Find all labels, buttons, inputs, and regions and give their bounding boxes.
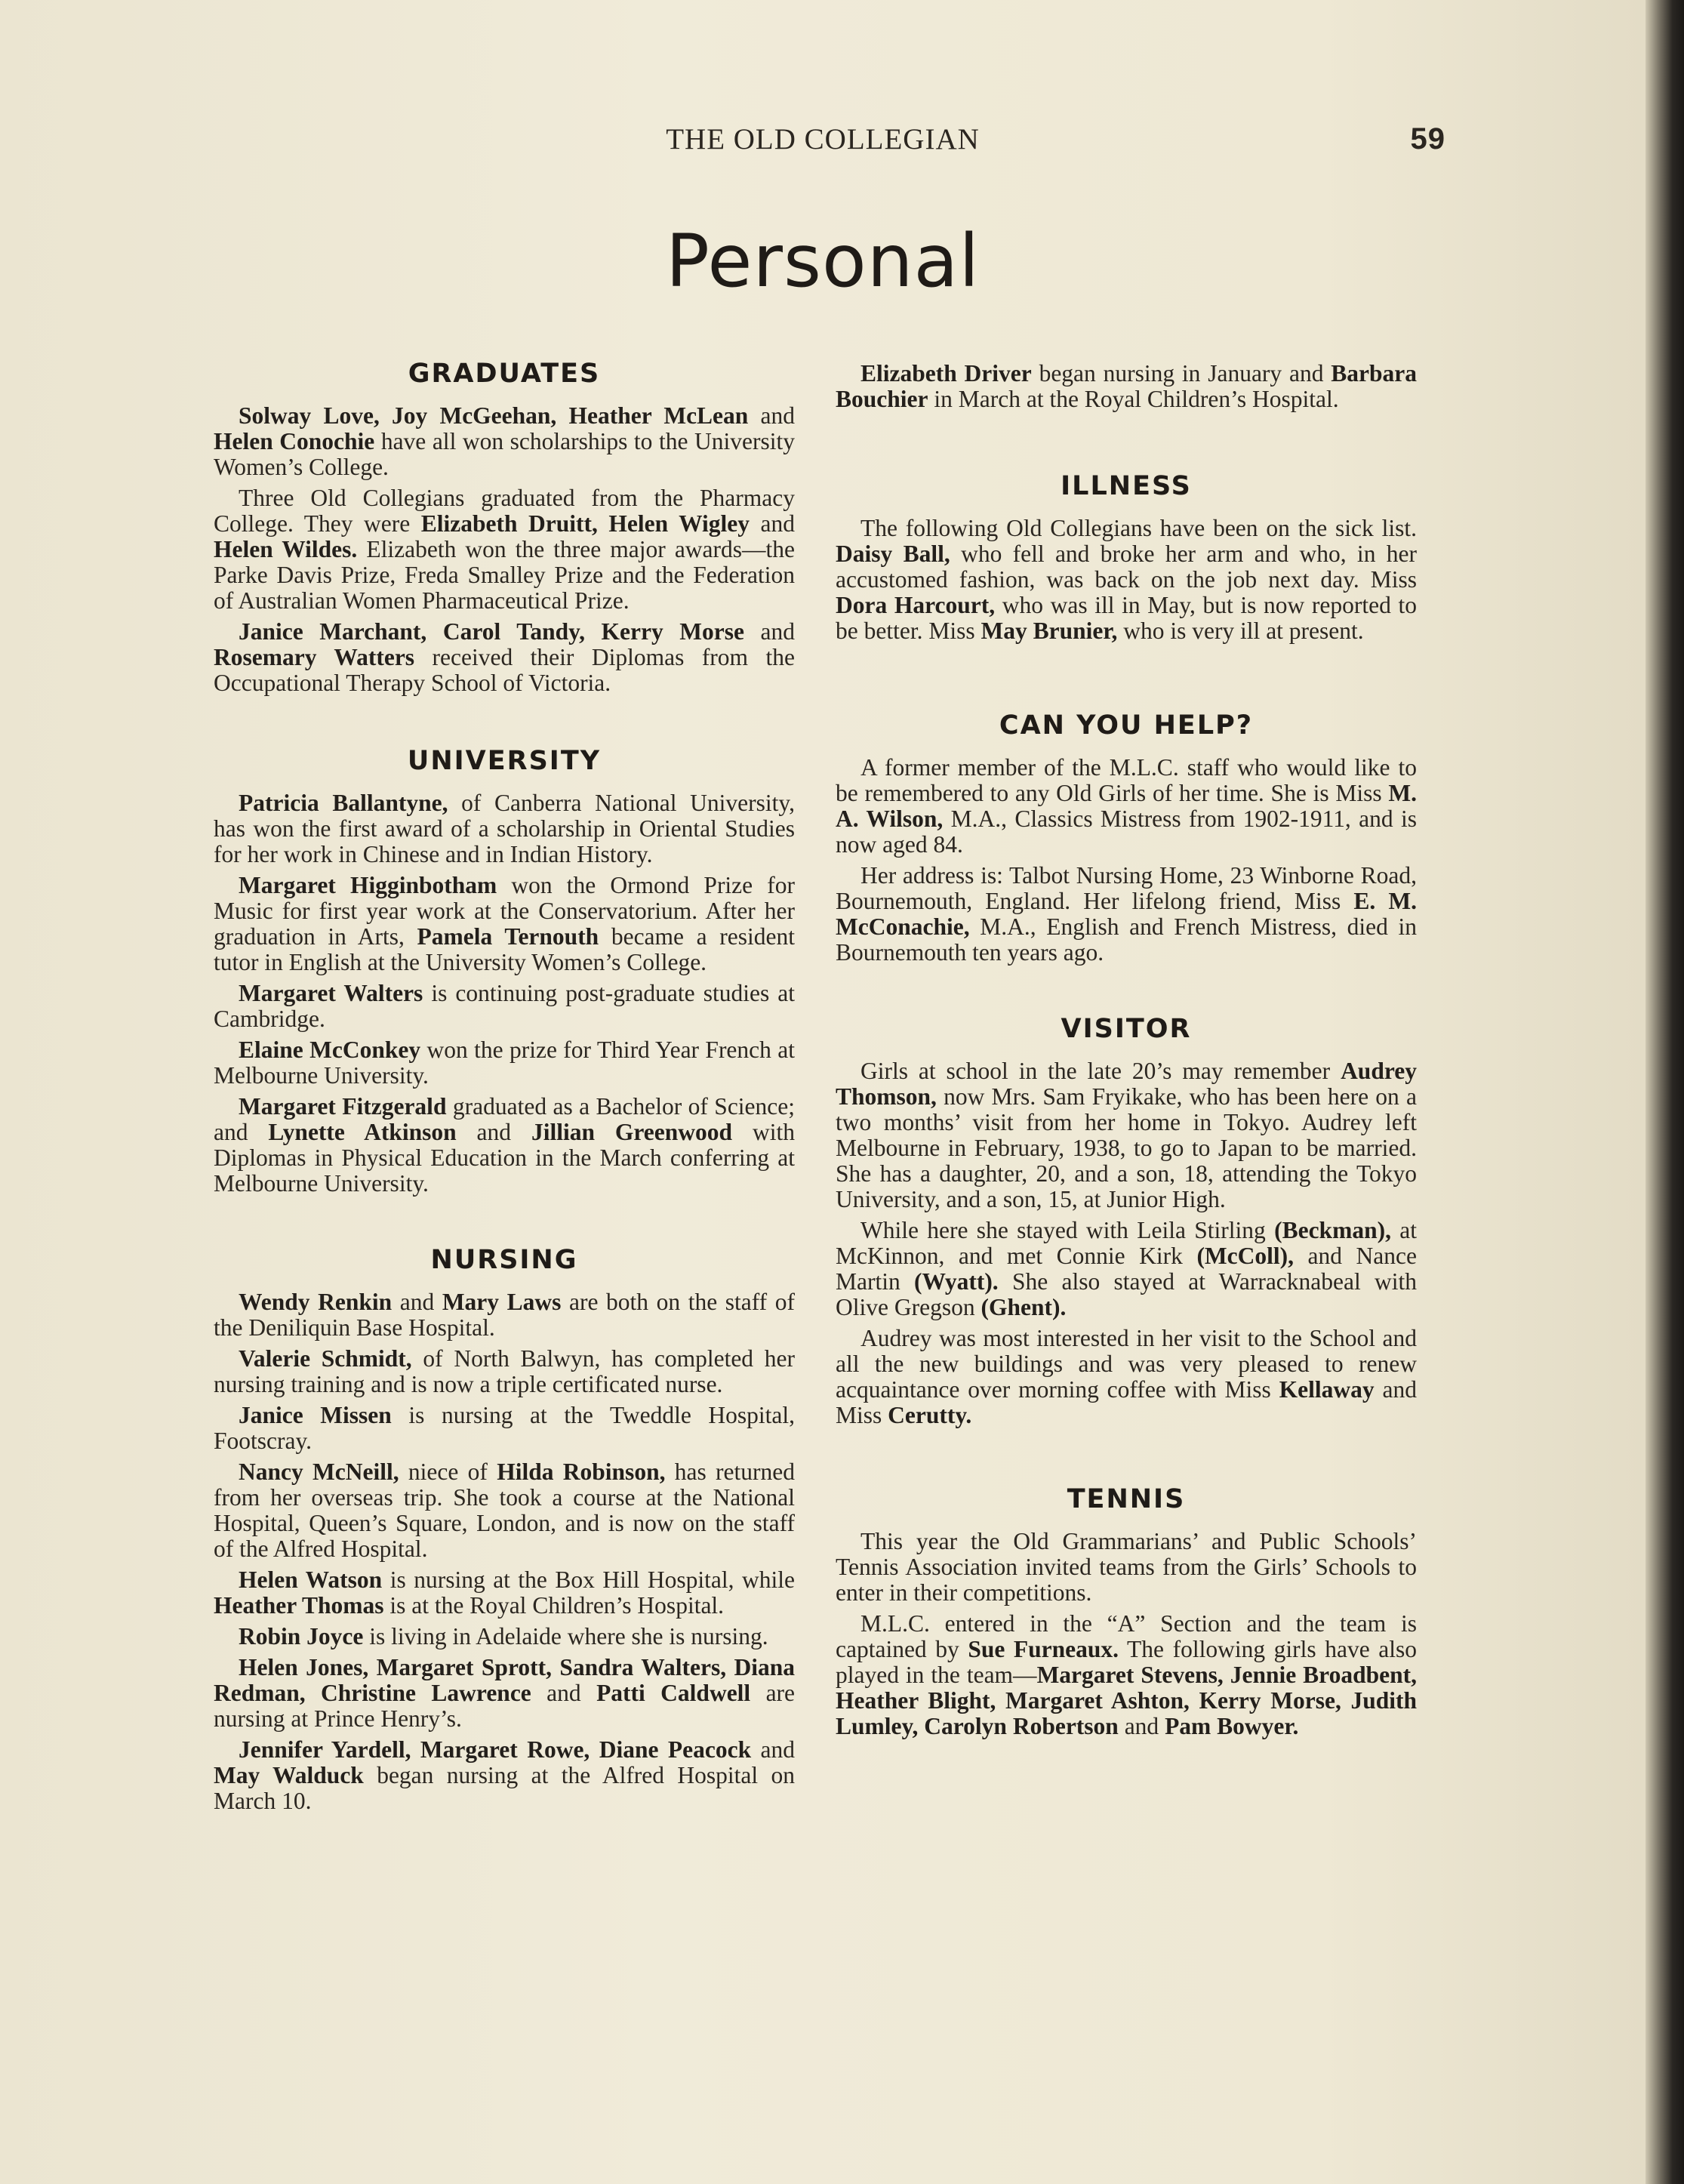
body-text: and [749,510,795,537]
body-text: is living in Adelaide where she is nursing. [363,1623,768,1650]
body-text: graduated as a Bachelor of Science; and [214,1093,795,1145]
name-text: Cerutty. [888,1402,972,1428]
name-text: Jillian Greenwood [531,1119,733,1145]
body-text: She also stayed at Warracknabeal with Olive Gregson [836,1268,1418,1320]
body-text: and Nance Martin [836,1243,1417,1295]
body-text: The following girls have also played in the team— [836,1636,1418,1688]
name-text: Heather Thomas [214,1592,384,1619]
name-text: Margaret Higginbotham [239,872,497,898]
name-text: Hilda Robinson, [497,1459,666,1485]
name-text: Daisy Ball, [836,541,950,567]
paragraph [214,1346,795,1397]
name-text: May Walduck [214,1762,364,1788]
body-text: won the prize for Third Year French at Melbourne University. [214,1037,795,1089]
tennis-heading: TENNIS [1067,1484,1186,1514]
name-text: Pam Bowyer. [1165,1713,1299,1739]
paragraph [836,1611,1417,1739]
left-column [214,361,795,1819]
paragraph [836,755,1417,858]
paragraph [214,1459,795,1562]
paragraph [214,790,795,867]
name-text: Margaret Stevens, Jennie Broadbent, Heather Blight, Margaret Ashton, Kerry Morse, Judith Lumley, Carolyn Robertson [836,1662,1417,1739]
body-text: is at the Royal Children’s Hospital. [383,1592,725,1619]
paragraph [836,361,1417,412]
name-text: Helen Jones, Margaret Sprott, Sandra Walters, Diana Redman, Christine Lawrence [214,1654,795,1706]
illness-heading: ILLNESS [1061,471,1192,501]
paragraph [214,1567,795,1619]
name-text: Robin Joyce [239,1623,364,1650]
paragraph [214,1624,795,1650]
name-text: Mary Laws [442,1289,562,1315]
body-text: has returned from her overseas trip. She took a course at the National Hospital, Queen’s Square, London, and is now on the staff of the Alfred Hospital. [214,1459,795,1562]
body-text: began nursing at the Alfred Hospital on March 10. [214,1762,795,1814]
visitor-body [836,1058,1417,1428]
university-heading: UNIVERSITY [407,746,602,776]
name-text: Patti Caldwell [596,1680,751,1706]
name-text: E. M. McConachie, [836,888,1417,940]
body-text: of North Balwyn, has completed her nursing training and is now a triple certificated nurse. [214,1345,795,1397]
name-text: (Beckman), [1274,1217,1391,1243]
nursing-body [214,1289,795,1814]
name-text: Barbara Bouchier [836,360,1418,412]
name-text: Dora Harcourt, [836,592,996,618]
paragraph [214,1094,795,1197]
paragraph [214,403,795,480]
can-you-help-heading: CAN YOU HELP? [999,710,1254,741]
nursing-continued-body [836,361,1417,412]
name-text: Jennifer Yardell, Margaret Rowe, Diane Peacock [239,1736,752,1763]
body-text: is continuing post-graduate studies at Cambridge. [214,980,795,1032]
body-text: This year the Old Grammarians’ and Public Schools’ Tennis Association invited teams from the Girls’ Schools to enter in their competitions. [836,1528,1417,1606]
body-text: M.A., Classics Mistress from 1902-1911, and is now aged 84. [836,806,1417,858]
paragraph [214,1737,795,1814]
graduates-body [214,403,795,696]
name-text: Janice Marchant, Carol Tandy, Kerry Morse [239,618,744,645]
body-text: began nursing in January and [1031,360,1331,387]
body-text: and [392,1289,442,1315]
body-text: and [748,402,795,429]
paragraph [214,873,795,975]
running-header [0,122,1646,160]
name-text: Elaine McConkey [239,1037,421,1063]
page-number: 59 [1410,122,1445,156]
name-text: M. A. Wilson, [836,780,1417,832]
paragraph [214,1655,795,1732]
name-text: Patricia Ballantyne, [239,790,448,816]
name-text: Elizabeth Driver [860,360,1032,387]
body-text: won the Ormond Prize for Music for first year work at the Conservatorium. After her graduation in Arts, [214,872,795,950]
tennis-body [836,1529,1417,1739]
body-text: are nursing at Prince Henry’s. [214,1680,796,1732]
body-text: M.L.C. entered in the “A” Section and the team is captained by [836,1610,1417,1662]
body-text: Three Old Collegians graduated from the Pharmacy College. They were [214,485,795,537]
paragraph [214,1403,795,1454]
name-text: Rosemary Watters [214,644,415,670]
body-text: and [743,618,796,645]
body-text: and [1118,1713,1165,1739]
body-text: and [751,1736,795,1763]
name-text: Wendy Renkin [239,1289,393,1315]
visitor-heading: VISITOR [1061,1014,1192,1044]
running-title: THE OLD COLLEGIAN [666,123,980,156]
body-text: of Canberra National University, has won the first award of a scholarship in Oriental Studies for her work in Chinese and in Indian History. [214,790,795,867]
paragraph [836,1058,1417,1212]
body-text: While here she stayed with Leila Stirling [860,1217,1275,1243]
body-text: Girls at school in the late 20’s may remember [860,1058,1341,1084]
paragraph [214,619,795,696]
name-text: Pamela Ternouth [417,923,599,950]
body-text: M.A., English and French Mistress, died in Bournemouth ten years ago. [836,913,1417,966]
body-text: and Miss [836,1376,1417,1428]
body-text: is nursing at the Tweddle Hospital, Footscray. [214,1402,796,1454]
body-text: in March at the Royal Children’s Hospital. [928,386,1339,412]
body-text: are both on the staff of the Deniliquin Base Hospital. [214,1289,795,1341]
name-text: Helen Conochie [214,428,375,454]
body-text: and [456,1119,531,1145]
paragraph [214,981,795,1032]
body-text: A former member of the M.L.C. staff who would like to be remembered to any Old Girls of her time. She is Miss [836,754,1417,806]
name-text: Helen Wildes. [214,536,358,562]
university-body [214,790,795,1197]
name-text: (Ghent). [981,1294,1067,1320]
can-you-help-body [836,755,1417,966]
body-text: have all won scholarships to the University Women’s College. [214,428,795,480]
body-text: who is very ill at present. [1117,618,1364,644]
paragraph [836,516,1417,644]
paragraph [836,1218,1417,1320]
name-text: Nancy McNeill, [239,1459,399,1485]
body-text: The following Old Collegians have been on the sick list. [860,515,1417,541]
name-text: Margaret Fitzgerald [239,1093,447,1120]
paragraph [214,1037,795,1089]
name-text: Janice Missen [239,1402,392,1428]
body-text: is nursing at the Box Hill Hospital, while [382,1566,796,1593]
name-text: Lynette Atkinson [268,1119,457,1145]
name-text: Solway Love, Joy McGeehan, Heather McLean [239,402,749,429]
page-binding-edge [1646,0,1684,2184]
right-column [836,361,1417,1745]
name-text: Valerie Schmidt, [239,1345,412,1372]
name-text: Margaret Walters [239,980,423,1006]
name-text: Sue Furneaux. [968,1636,1119,1662]
paragraph [214,485,795,614]
body-text: became a resident tutor in English at the University Women’s College. [214,923,796,975]
name-text: (McColl), [1196,1243,1295,1269]
paragraph [214,1289,795,1341]
body-text: Elizabeth won the three major awards—the Parke Davis Prize, Freda Smalley Prize and the Federation of Australian Women Pharmaceutical Prize. [214,536,796,614]
body-text: and [531,1680,597,1706]
name-text: May Brunier, [981,618,1118,644]
body-text: niece of [399,1459,497,1485]
name-text: Helen Watson [239,1566,383,1593]
paragraph [836,1326,1417,1428]
body-text: Her address is: Talbot Nursing Home, 23 Winborne Road, Bournemouth, England. Her lifelong friend, Miss [836,862,1417,914]
illness-body [836,516,1417,644]
body-text: who fell and broke her arm and who, in her accustomed fashion, was back on the job next day. Miss [836,541,1417,593]
page-title: Personal [665,219,981,303]
body-text: now Mrs. Sam Fryikake, who has been here on a two months’ visit from her home in Tokyo. Audrey left Melbourne in February, 1938, to go to Japan to be married. She has a daughter, 20, and a son, 18, attending the Tokyo University, and a son, 15, at Junior High. [836,1083,1417,1212]
graduates-heading: GRADUATES [408,359,601,389]
body-text: who was ill in May, but is now reported to be better. Miss [836,592,1417,644]
name-text: (Wyatt). [914,1268,999,1295]
nursing-heading: NURSING [430,1245,578,1275]
body-text: with Diplomas in Physical Education in the March conferring at Melbourne University. [214,1119,795,1197]
body-text: received their Diplomas from the Occupational Therapy School of Victoria. [214,644,795,696]
name-text: Audrey Thomson, [836,1058,1417,1110]
paragraph [836,863,1417,966]
name-text: Elizabeth Druitt, Helen Wigley [420,510,750,537]
paragraph [836,1529,1417,1606]
body-text: at McKinnon, and met Connie Kirk [836,1217,1418,1269]
name-text: Kellaway [1279,1376,1375,1403]
body-text: Audrey was most interested in her visit to the School and all the new buildings and was very pleased to renew acquaintance over morning coffee with Miss [836,1325,1417,1403]
